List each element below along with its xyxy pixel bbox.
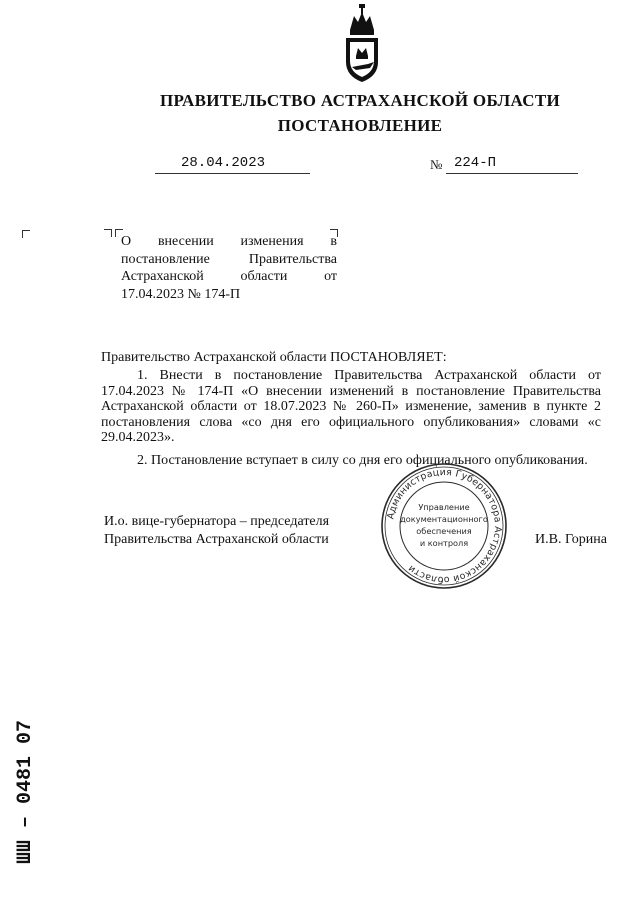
subject-corner-mark-1 — [104, 229, 112, 237]
document-date: 28.04.2023 — [181, 155, 266, 171]
document-type-title: ПОСТАНОВЛЕНИЕ — [277, 116, 443, 135]
stamp-line-2: документационного — [400, 514, 488, 524]
stamp-line-4: и контроля — [419, 538, 469, 548]
signer-name: И.В. Горина — [535, 532, 608, 547]
stamp-line-3: обеспечения — [416, 526, 472, 536]
date-underline — [155, 173, 310, 174]
coat-of-arms-icon — [338, 4, 386, 84]
document-subject: О внесении изменения в постановление Правительства Астраханской области от 17.04.2023 № 174-П — [121, 234, 337, 302]
form-serial-code — [6, 718, 38, 864]
serial-code-text: ШШ – 0481 07 — [14, 719, 37, 864]
body-item-1: 1. Внести в постановление Правительства Астраханской области от 17.04.2023 № 174-П «О внесении изменений в постановление Правительства Астраханской области от 18.07.2023 № 260-П» изменение, заменив в пункте 2 постановления слова «со дня его официального опубликования» словами «с 29.04.2023». — [101, 368, 601, 445]
left-corner-mark — [22, 230, 30, 238]
organization-title: ПРАВИТЕЛЬСТВО АСТРАХАНСКОЙ ОБЛАСТИ — [160, 91, 560, 110]
body-preamble: Правительство Астраханской области ПОСТАНОВЛЯЕТ: — [101, 350, 447, 365]
number-sign: № — [430, 157, 443, 172]
stamp-line-1: Управление — [418, 502, 470, 512]
document-number: 224-П — [454, 155, 497, 171]
body-item-2: 2. Постановление вступает в силу со дня его официального опубликования. — [137, 453, 588, 468]
signer-position-line-2: Правительства Астраханской области — [104, 532, 329, 547]
number-underline — [446, 173, 578, 174]
signer-position-line-1: И.о. вице-губернатора – председателя — [104, 514, 330, 529]
official-stamp — [380, 462, 508, 590]
stamp-ring-text: Администрация Губернатора Астраханской области — [385, 466, 504, 586]
